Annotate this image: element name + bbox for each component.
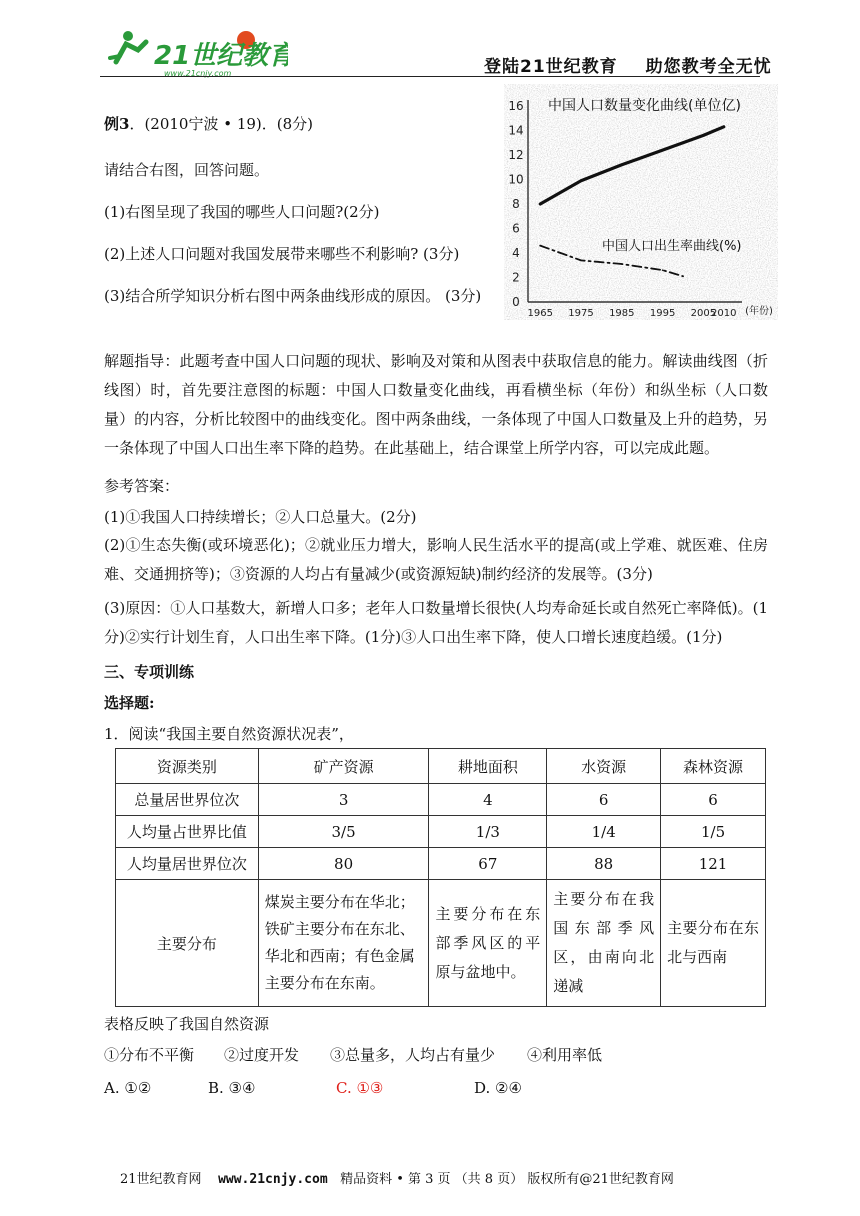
population-point [723,126,725,128]
y-tick-label: 14 [508,123,524,138]
mineral-line: 华北和西南；有色金属 [264,947,415,965]
choice-a: A. ①② [104,1079,152,1097]
statement-3: ③总量多，人均占有量少 [330,1046,496,1064]
example-question-2: (2)上述人口问题对我国发展带来哪些不利影响? (3分) [104,245,460,263]
table-row [116,848,766,880]
table-cell: 6 [661,784,766,816]
choice-c-answer: C. ①③ [336,1079,384,1097]
table-cell: 主要分布在东部季风区的平原与盆地中。 [429,880,547,1007]
answer-2: (2)①生态失衡(或环境恶化)；②就业压力增大，影响人民生活水平的提高(或上学难、就医难、住房难、交通拥挤等)；③资源的人均占有量减少(或资源短缺)制约经济的发展等。(3分) [104,536,768,583]
guide-text: ：此题考查中国人口问题的现状、影响及对策和从图表中获取信息的能力。解读曲线图（折线图）时，首先要注意图的标题：中国人口数量变化曲线，再看横坐标（年份）和纵坐标（人口数量）的内容，分析比较图中的曲线变化。图中两条曲线，一条体现了中国人口数量及上升的趋势，另一条体现了中国人口出生率下降的趋势。在此基础上，结合课堂上所学内容，可以完成此题。 [104,352,768,457]
svg-text:www.21cnjy.com: www.21cnjy.com [164,69,232,78]
table-cell: 3/5 [258,816,429,848]
birth-rate-point [539,245,541,247]
header-divider [100,76,760,77]
table-header-row [116,749,766,784]
birth-rate-point [580,260,582,262]
birth-rate-series-label: 中国人口出生率曲线(%) [602,239,742,254]
y-tick-label: 10 [508,172,524,187]
footer-site: 21世纪教育网 [120,1172,202,1187]
y-tick-label: 0 [512,295,520,309]
page-footer [120,1168,674,1187]
statement-1: ①分布不平衡 [104,1046,195,1064]
example-intro: 请结合右图，回答问题。 [104,161,270,179]
slogan-left: 登陆21世纪教育 [484,57,618,77]
population-series-label: 中国人口数量变化曲线(单位亿) [548,98,741,114]
answer-1: (1)①我国人口持续增长；②人口总量大。(2分) [104,508,417,526]
y-tick-label: 2 [512,270,520,285]
table-cell: 67 [429,848,547,880]
table-cell: 主要分布在我国东部季风区，由南向北递减 [547,880,661,1007]
x-tick-label: 2005 [690,308,717,319]
runner-icon [110,31,146,62]
svg-text:21世纪教育: 21世纪教育 [154,41,288,71]
birth-rate-point [682,275,684,277]
table-cell-mineral [258,880,429,1007]
x-tick-label: 1985 [609,308,635,319]
slogan-right: 助您教考全无忧 [645,57,772,77]
table-cell: 人均量占世界比值 [116,816,259,848]
table-cell: 主要分布 [116,880,259,1007]
population-point [580,180,582,182]
table-header-cell: 水资源 [547,749,661,784]
table-cell: 总量居世界位次 [116,784,259,816]
table-row [116,816,766,848]
question-stem: 表格反映了我国自然资源 [104,1015,270,1033]
example-question-1: (1)右图呈现了我国的哪些人口问题?(2分) [104,203,380,221]
resource-table [115,748,766,1007]
table-cell: 人均量居世界位次 [116,848,259,880]
population-chart [504,84,778,320]
y-tick-label: 6 [512,221,520,236]
site-logo [98,22,288,80]
table-header-cell: 资源类别 [116,749,259,784]
y-tick-label: 4 [512,246,520,260]
section-subtitle: 选择题: [104,694,155,712]
population-point [621,164,623,166]
y-tick-label: 8 [512,197,520,211]
statement-4: ④利用率低 [527,1046,603,1064]
table-cell: 88 [547,848,661,880]
table-row [116,784,766,816]
x-tick-label: 1965 [527,308,553,319]
population-point [703,135,705,137]
table-cell: 80 [258,848,429,880]
answer-3: (3)原因：①人口基数大，新增人口多；老年人口数量增长很快(人均寿命延长或自然死亡率降低)。(1分)②实行计划生育，人口出生率下降。(1分)③人口出生率下降，使人口增长速度趋缓。(1分) [104,599,768,646]
example-title: 例3．(2010宁波 • 19)．(8分) [104,115,314,133]
header-slogan [484,52,772,77]
example-question-3: (3)结合所学知识分析右图中两条曲线形成的原因。 (3分) [104,287,482,305]
x-tick-label: 1995 [649,308,676,319]
table-cell: 3 [258,784,429,816]
choice-b: B. ③④ [208,1079,256,1097]
x-axis-unit: (年份) [745,306,773,317]
section-title: 三、专项训练 [104,663,195,681]
mineral-line: 煤炭主要分布在华北； [264,893,415,911]
population-point [539,203,541,205]
table-cell: 主要分布在东北与西南 [661,880,766,1007]
population-chart-svg [504,84,778,320]
solution-guide [104,347,768,463]
mineral-line: 主要分布在东南。 [264,974,385,992]
table-header-cell: 耕地面积 [429,749,547,784]
footer-info: 精品资料 • 第 3 页 （共 8 页） 版权所有@21世纪教育网 [340,1172,674,1187]
choice-d: D. ②④ [474,1079,522,1097]
table-cell: 1/4 [547,816,661,848]
mineral-line: 铁矿主要分布在东北、 [264,920,415,938]
population-point [662,149,664,151]
x-tick-label: 1975 [568,308,594,319]
table-row [116,880,766,1007]
table-cell: 1/3 [429,816,547,848]
answer-title: 参考答案： [104,477,180,495]
table-header-cell: 矿产资源 [258,749,429,784]
table-header-cell: 森林资源 [661,749,766,784]
x-tick-label: 2010 [711,308,737,319]
birth-rate-point [560,252,562,254]
table-cell: 6 [547,784,661,816]
footer-url[interactable]: www.21cnjy.com [218,1172,328,1187]
statement-2: ②过度开发 [224,1046,300,1064]
birth-rate-point [662,269,664,271]
question-1-intro: 1．阅读“我国主要自然资源状况表”， [104,725,354,743]
guide-title: 解题指导 [104,352,165,370]
birth-rate-point [621,263,623,265]
table-cell: 121 [661,848,766,880]
y-tick-label: 12 [508,148,524,162]
y-tick-label: 16 [508,99,524,113]
table-cell: 1/5 [661,816,766,848]
table-cell: 4 [429,784,547,816]
